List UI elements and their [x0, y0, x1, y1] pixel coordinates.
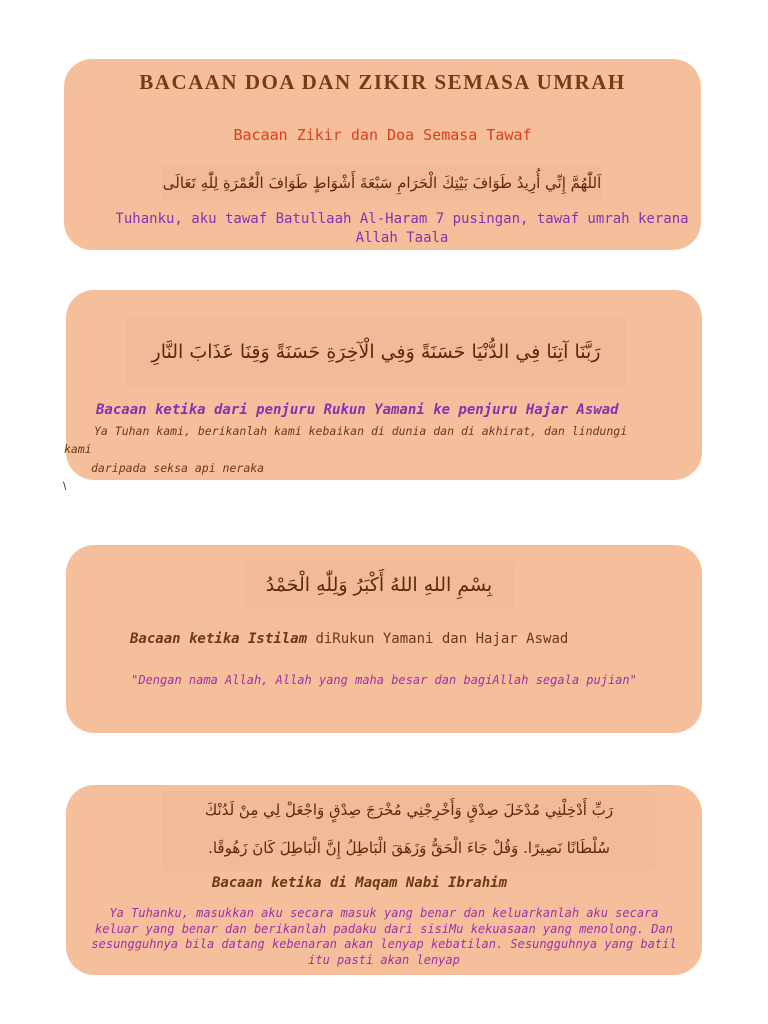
translation-line: Ya Tuhanku, masukkan aku secara masuk yang benar dan keluarkanlah aku secara	[109, 906, 659, 920]
heading-italic: Bacaan ketika Istilam	[130, 631, 308, 647]
translation-tawaf: Tuhanku, aku tawaf Batullaah Al-Haram 7 pusingan, tawaf umrah kerana Allah Taala	[115, 211, 689, 246]
section-heading	[130, 631, 568, 647]
card-istilam	[66, 545, 702, 733]
heading-rest: diRukun Yamani dan Hajar Aswad	[307, 631, 569, 647]
section-heading: Bacaan ketika dari penjuru Rukun Yamani ke penjuru Hajar Aswad	[96, 402, 619, 418]
translation-line: kami	[64, 442, 92, 456]
translation	[66, 906, 702, 968]
card-tawaf	[64, 59, 701, 250]
translation-line: keluar yang benar dan berikanlah padaku dari sisiMu kekuasaan yang menolong. Dan	[95, 921, 673, 936]
section-heading: Bacaan ketika di Maqam Nabi Ibrahim	[212, 875, 508, 891]
arabic-bismillah-takbir: بِسْمِ اللهِ اللهُ أَكْبَرُ وَلِلّٰهِ الْحَمْدُ	[244, 561, 514, 609]
translation: "Dengan nama Allah, Allah yang maha besar dan bagiAllah segala pujian"	[131, 673, 637, 687]
card-maqam-ibrahim	[66, 785, 702, 975]
arabic-doa-tawaf: اَللّٰهُمَّ إِنِّي أُرِيدُ طَوَافَ بَيْتِكَ الْحَرَامِ سَبْعَةَ أَشْوَاطٍ طَوَافَ الْعُمْرَةِ لِلّٰهِ تَعَالَى	[162, 165, 602, 201]
arabic-rabbana-atina: رَبَّنَا آتِنَا فِي الدُّنْيَا حَسَنَةً وَفِي الْآخِرَةِ حَسَنَةً وَقِنَا عَذَابَ النَّارِ	[126, 318, 626, 386]
translation-line: Ya Tuhan kami, berikanlah kami kebaikan di dunia dan di akhirat, dan lindungi	[94, 424, 628, 438]
section-subtitle: Bacaan Zikir dan Doa Semasa Tawaf	[233, 126, 532, 144]
stray-character: \	[63, 479, 67, 493]
arabic-rabbi-adkhilni	[162, 791, 656, 871]
arabic-line: سُلْطَانًا نَصِيرًا. وَقُلْ جَاءَ الْحَقُّ وَزَهَقَ الْبَاطِلُ إِنَّ الْبَاطِلَ كَانَ زَهُوقًا.	[208, 839, 610, 857]
arabic-line: رَبِّ أَدْخِلْنِي مُدْخَلَ صِدْقٍ وَأَخْرِجْنِي مُخْرَجَ صِدْقٍ وَاجْعَلْ لِي مِنْ لَدُنْكَ	[204, 801, 614, 819]
card-rukun-yamani	[66, 290, 702, 480]
translation-line: itu pasti akan lenyap	[308, 952, 460, 967]
translation-line: daripada seksa api neraka	[91, 461, 265, 475]
page-title: BACAAN DOA DAN ZIKIR SEMASA UMRAH	[139, 70, 626, 94]
translation-line: sesungguhnya bila datang kebenaran akan lenyap kebatilan. Sesungguhnya yang batil	[91, 937, 677, 951]
